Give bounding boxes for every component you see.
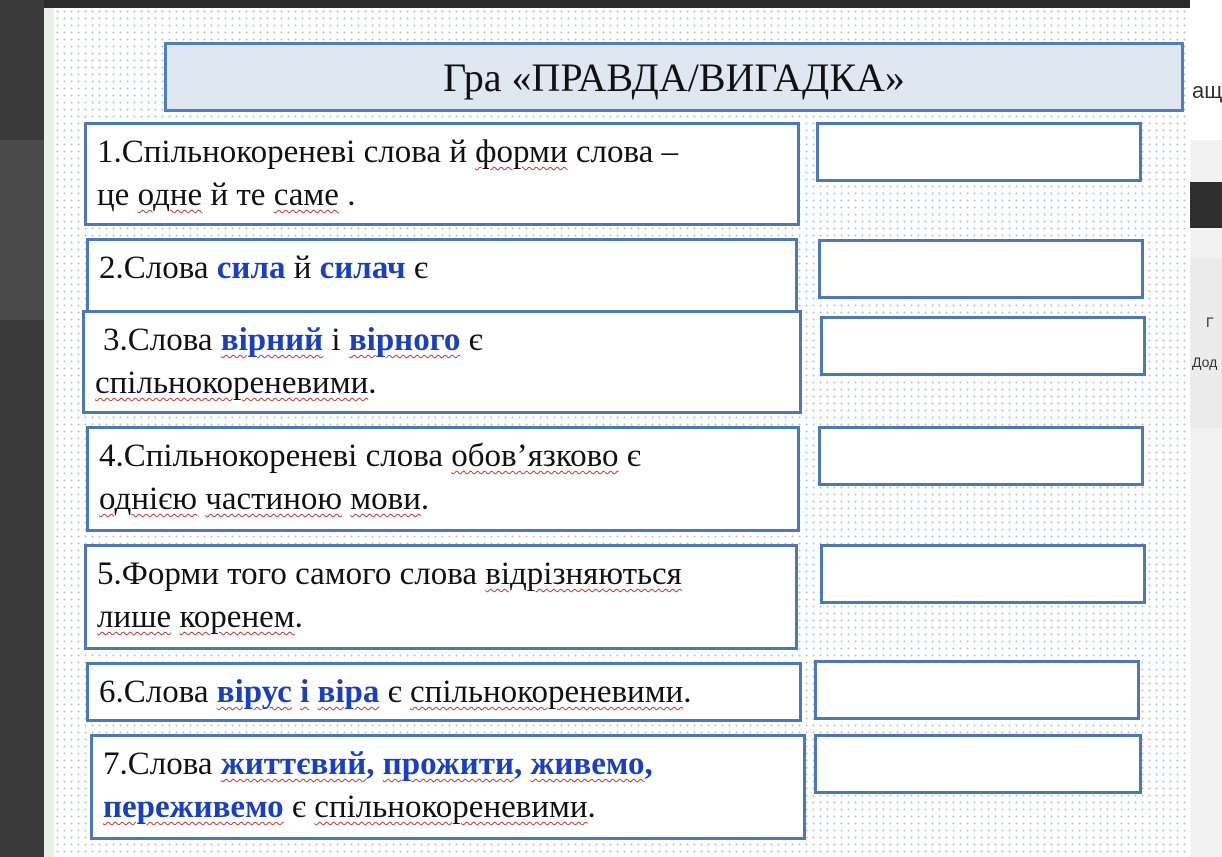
question-box-6 <box>86 662 802 722</box>
q3-text: вірний <box>220 322 324 358</box>
q7-text: спільнокореневими <box>314 789 588 825</box>
q4-text: частиною <box>205 481 343 517</box>
q5-text: . <box>294 599 303 635</box>
q7-text: переживемо <box>103 789 284 825</box>
q6-text <box>309 674 317 710</box>
q6-text: віра <box>317 674 380 710</box>
q7-text: , <box>644 746 653 782</box>
q7-text: прожити <box>382 746 514 782</box>
q3-text: спільнокореневими <box>95 365 369 401</box>
right-panel-text-3: Дод <box>1192 354 1218 370</box>
right-panel-list <box>1190 258 1222 428</box>
question-box-1 <box>84 122 800 226</box>
q4-text: однією <box>99 481 197 517</box>
q1-text: форми <box>475 134 568 170</box>
q7-text: 7.Слова <box>103 746 221 782</box>
q1-text: саме <box>273 177 339 213</box>
right-panel-text-2: Г <box>1206 314 1214 330</box>
q7-text: , <box>513 746 531 782</box>
q2-text: й <box>285 250 320 286</box>
left-background <box>0 0 44 857</box>
answer-box-3[interactable] <box>820 316 1146 376</box>
q5-text: коренем <box>179 599 295 635</box>
q4-text: 4.Спільнокореневі слова <box>99 438 452 474</box>
q4-text: мови <box>350 481 421 517</box>
question-box-5 <box>84 544 798 650</box>
q1-text: 1.Спільнокореневі слова й <box>97 134 476 170</box>
right-panel-header <box>1190 0 1222 140</box>
answer-box-2[interactable] <box>818 239 1144 299</box>
q1-text: слова – <box>567 134 679 170</box>
q4-text: . <box>420 481 430 517</box>
q3-text: є <box>460 322 483 358</box>
question-box-4 <box>86 426 800 532</box>
q2-text: 2.Слова <box>99 250 217 286</box>
q6-text <box>292 674 300 710</box>
question-box-3 <box>82 310 802 414</box>
right-panel-dark-bar <box>1190 182 1222 228</box>
q6-text: є <box>379 674 411 710</box>
q3-text: і <box>323 322 349 358</box>
q3-text: 3.Слова <box>103 322 221 358</box>
q5-text: лише <box>97 599 172 635</box>
q6-text: 6.Слова <box>99 674 217 710</box>
answer-box-6[interactable] <box>814 660 1140 720</box>
answer-box-7[interactable] <box>814 734 1142 794</box>
q6-text: і <box>300 674 310 710</box>
q7-text: . <box>587 789 596 825</box>
answer-box-5[interactable] <box>820 544 1146 604</box>
right-background-panel <box>1190 0 1222 857</box>
q4-text <box>197 481 205 517</box>
q4-text: обов’язково <box>451 438 619 474</box>
answer-box-4[interactable] <box>818 426 1144 486</box>
q7-text: життєвий <box>220 746 367 782</box>
q4-text: є <box>618 438 641 474</box>
q1-text: й те <box>202 177 274 213</box>
q3-text: вірного <box>348 322 461 358</box>
right-panel-text-1: ащ <box>1192 78 1222 103</box>
slide-canvas <box>44 8 1190 857</box>
q2-text: є <box>405 250 429 286</box>
q5-text: відрізняються <box>485 556 682 592</box>
q1-text: одне <box>137 177 203 213</box>
q3-text: . <box>368 365 377 401</box>
q7-text: , <box>366 746 383 782</box>
q1-text: це <box>97 177 138 213</box>
q7-text: живемо <box>530 746 645 782</box>
slide-title: Гра «ПРАВДА/ВИГАДКА» <box>164 42 1184 112</box>
question-box-2 <box>86 238 798 314</box>
q6-text: . <box>683 674 692 710</box>
q2-text: сила <box>216 250 286 286</box>
q6-text: спільнокореневими <box>410 674 684 710</box>
q1-text: . <box>338 177 356 213</box>
q6-text: вірус <box>216 674 292 710</box>
q5-text: 5.Форми того самого слова <box>97 556 486 592</box>
top-strip <box>0 0 1222 8</box>
left-panel-shade <box>0 140 44 320</box>
q7-text: є <box>283 789 315 825</box>
answer-box-1[interactable] <box>816 122 1142 182</box>
q2-text: силач <box>319 250 406 286</box>
question-box-7 <box>90 734 806 840</box>
